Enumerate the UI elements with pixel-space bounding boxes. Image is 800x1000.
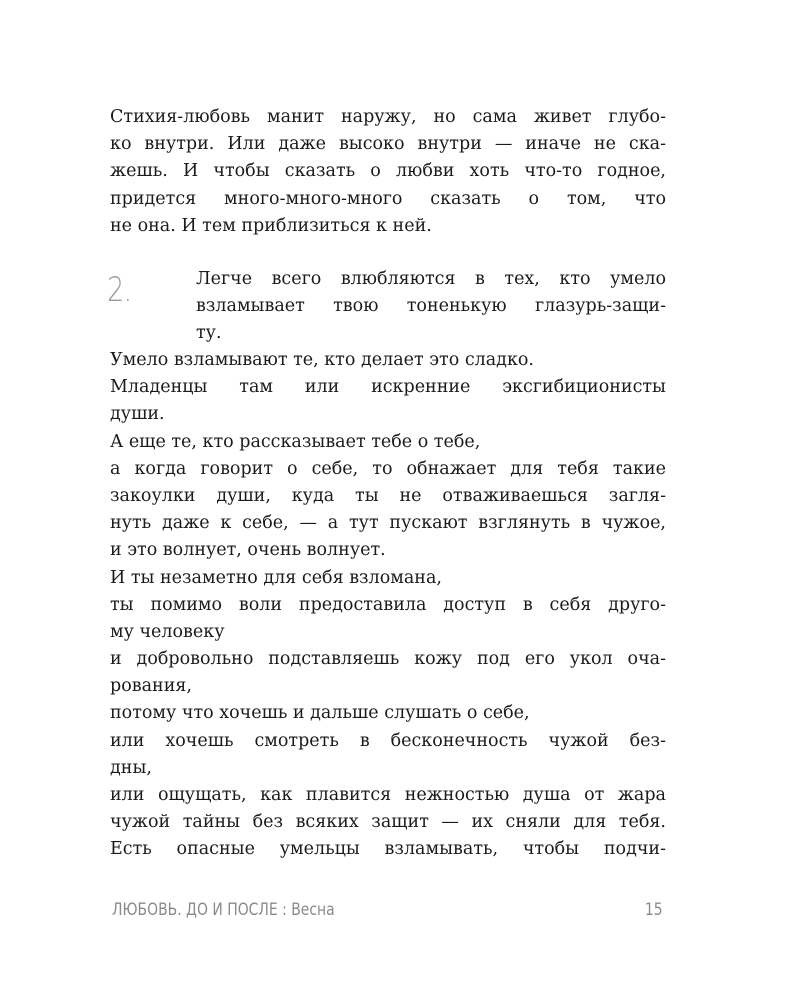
text-line: души. bbox=[110, 404, 165, 425]
section-number: 2. bbox=[107, 270, 132, 310]
text-line: придется много-много-много сказать о том, что bbox=[110, 188, 666, 209]
text-line: не она. И тем приблизиться к ней. bbox=[110, 215, 432, 236]
text-line: или ощущать, как плавится нежностью душа от жара bbox=[110, 785, 666, 805]
running-title: ЛЮБОВЬ. ДО И ПОСЛЕ : Весна bbox=[112, 900, 335, 920]
text-line: ты помимо воли предоставила доступ в себя друго- bbox=[110, 594, 666, 615]
text-line: му человеку bbox=[110, 621, 225, 642]
text-line: чужой тайны без всяких защит — их сняли для тебя. bbox=[110, 812, 666, 833]
page-number: 15 bbox=[645, 900, 663, 920]
text-line: Стихия-любовь манит наружу, но сама живет глубо- bbox=[110, 107, 666, 127]
text-line: и добровольно подставляешь кожу под его укол оча- bbox=[110, 649, 666, 670]
text-line: Есть опасные умельцы взламывать, чтобы подчи- bbox=[110, 839, 666, 860]
text-line: а когда говорит о себе, то обнажает для тебя такие bbox=[110, 458, 666, 479]
text-line: Младенцы там или искренние эксгибиционисты bbox=[110, 377, 666, 398]
section-body bbox=[110, 347, 666, 864]
text-line: или хочешь смотреть в бесконечность чужой без- bbox=[110, 730, 666, 751]
intro-paragraph bbox=[110, 104, 666, 240]
text-line: взламывает твою тоненькую глазурь-защи- bbox=[196, 296, 666, 317]
text-line: ко внутри. Или даже высоко внутри — иначе не ска- bbox=[110, 134, 666, 155]
text-line: и это волнует, очень волнует. bbox=[110, 540, 386, 561]
text-line: закоулки души, куда ты не отваживаешься загля- bbox=[110, 485, 666, 506]
text-line: А еще те, кто рассказывает тебе о тебе, bbox=[110, 431, 481, 452]
text-line: Легче всего влюбляются в тех, кто умело bbox=[196, 269, 666, 289]
text-line: рования, bbox=[110, 676, 192, 697]
text-line: И ты незаметно для себя взломана, bbox=[110, 567, 442, 588]
text-line: потому что хочешь и дальше слушать о себе, bbox=[110, 703, 530, 724]
text-line: ту. bbox=[196, 323, 222, 344]
text-line: жешь. И чтобы сказать о любви хоть что-то годное, bbox=[110, 161, 666, 182]
text-line: Умело взламывают те, кто делает это сладко. bbox=[110, 350, 534, 370]
text-line: нуть даже к себе, — а тут пускают взглянуть в чужое, bbox=[110, 513, 666, 534]
text-line: дны, bbox=[110, 757, 152, 778]
section-lead-paragraph bbox=[196, 266, 666, 348]
